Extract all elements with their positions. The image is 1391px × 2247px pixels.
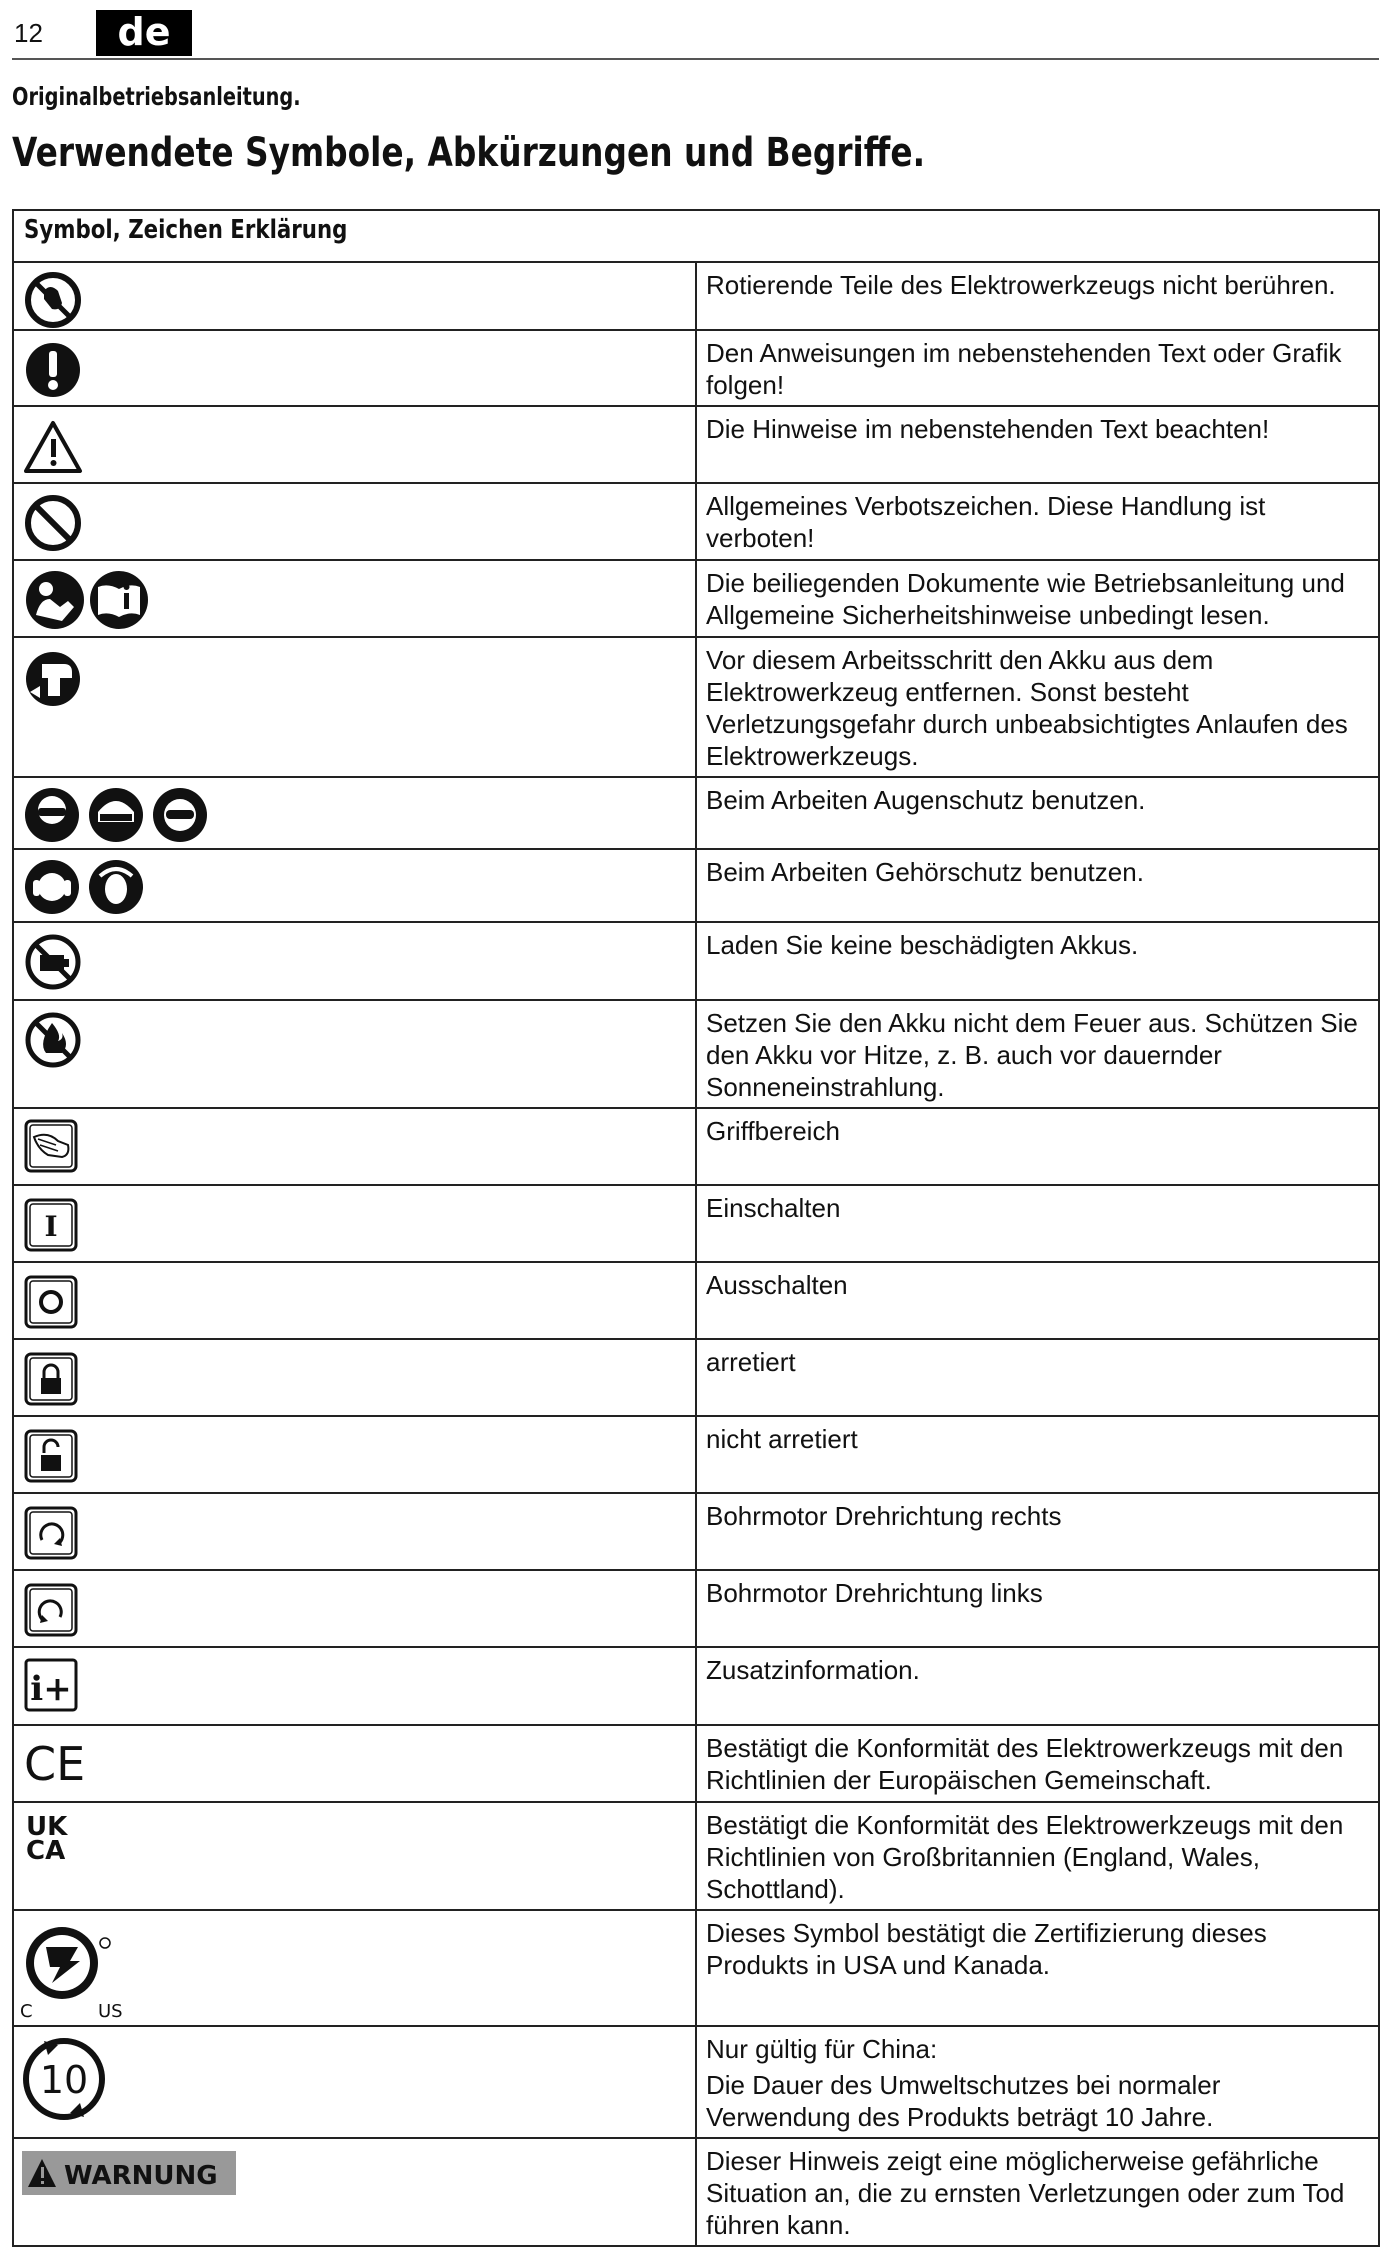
ear-protection-icon: [22, 856, 152, 918]
language-badge: de: [96, 10, 192, 56]
row-text: Bohrmotor Drehrichtung rechts: [696, 1493, 1379, 1570]
table-row: [13, 1493, 1379, 1570]
row-text: Dieser Hinweis zeigt eine möglicherweise gefährliche Situation an, die zu ernsten Verletzungen oder zum Tod führen kann.: [696, 2138, 1379, 2246]
row-text: arretiert: [696, 1339, 1379, 1416]
section-title: Verwendete Symbole, Abkürzungen und Begriffe.: [12, 130, 926, 176]
read-manual-icon: [22, 567, 152, 633]
row-text: Griffbereich: [696, 1108, 1379, 1185]
csa-mark-icon: [16, 1913, 136, 2025]
table-row: [13, 1802, 1379, 1910]
ce-mark-icon: [22, 1734, 102, 1800]
svg-text:I: I: [44, 1210, 58, 1243]
svg-text:C: C: [20, 2001, 33, 2022]
unlocked-icon: [22, 1427, 88, 1493]
row-text: Rotierende Teile des Elektrowerkzeugs nicht berühren.: [696, 262, 1379, 330]
row-text: Setzen Sie den Akku nicht dem Feuer aus. Schützen Sie den Akku vor Hitze, z. B. auch vor dauernder Sonneneinstrahlung.: [696, 1000, 1379, 1108]
row-text: Laden Sie keine beschädigten Akkus.: [696, 922, 1379, 1000]
table-row: [13, 849, 1379, 922]
prohibition-icon: [22, 492, 88, 558]
table-row: [13, 2026, 1379, 2138]
table-row: [13, 330, 1379, 406]
warning-label-icon: [22, 2151, 238, 2201]
page-header: [12, 10, 1379, 60]
table-row: [13, 560, 1379, 637]
mandatory-exclamation-icon: [22, 339, 88, 405]
row-text: Beim Arbeiten Augenschutz benutzen.: [696, 777, 1379, 849]
rotation-right-icon: [22, 1504, 88, 1570]
grip-area-icon: [22, 1117, 88, 1183]
table-row: [13, 637, 1379, 777]
svg-text:10: 10: [39, 2058, 89, 2102]
table-row: [13, 1339, 1379, 1416]
table-row: [13, 1416, 1379, 1493]
no-damaged-battery-icon: [22, 931, 88, 997]
table-row: [13, 2138, 1379, 2246]
document-title: Originalbetriebsanleitung.: [12, 82, 301, 111]
table-row: [13, 406, 1379, 483]
table-row: [13, 1725, 1379, 1802]
table-row: [13, 1185, 1379, 1262]
row-text: Beim Arbeiten Gehörschutz benutzen.: [696, 849, 1379, 922]
table-row: [13, 777, 1379, 849]
row-text: Die Hinweise im nebenstehenden Text beachten!: [696, 406, 1379, 483]
row-text: Bestätigt die Konformität des Elektrowerkzeugs mit den Richtlinien von Großbritannien (England, Wales, Schottland).: [696, 1802, 1379, 1910]
svg-text:UK: UK: [26, 1812, 68, 1842]
svg-text:i+: i+: [30, 1669, 72, 1709]
row-text: Vor diesem Arbeitsschritt den Akku aus dem Elektrowerkzeug entfernen. Sonst besteht Verletzungsgefahr durch unbeabsichtigtes Anlaufen des Elektrowerkzeugs.: [696, 637, 1379, 777]
table-row: [13, 262, 1379, 330]
table-row: [13, 1262, 1379, 1339]
row-text: Den Anweisungen im nebenstehenden Text oder Grafik folgen!: [696, 330, 1379, 406]
svg-text:US: US: [98, 2001, 123, 2022]
table-row: [13, 922, 1379, 1000]
switch-on-icon: [22, 1196, 88, 1262]
row-text: Dieses Symbol bestätigt die Zertifizierung dieses Produkts in USA und Kanada.: [696, 1910, 1379, 2026]
row-text: Bestätigt die Konformität des Elektrowerkzeugs mit den Richtlinien der Europäischen Gemeinschaft.: [696, 1725, 1379, 1802]
page-number: 12: [14, 18, 43, 48]
table-row: [13, 1647, 1379, 1725]
row-text: Ausschalten: [696, 1262, 1379, 1339]
row-text: nicht arretiert: [696, 1416, 1379, 1493]
row-text: Allgemeines Verbotszeichen. Diese Handlung ist verboten!: [696, 483, 1379, 560]
svg-text:WARNUNG: WARNUNG: [64, 2161, 218, 2191]
table-header: Symbol, Zeichen Erklärung: [13, 210, 1379, 262]
table-row: [13, 1108, 1379, 1185]
row-text: Einschalten: [696, 1185, 1379, 1262]
svg-text:CE: CE: [24, 1737, 86, 1791]
warning-triangle-icon: [22, 417, 88, 483]
table-header-row: [13, 210, 1379, 262]
row-text: Zusatzinformation.: [696, 1647, 1379, 1725]
ukca-mark-icon: [22, 1807, 88, 1873]
rotation-left-icon: [22, 1581, 88, 1647]
row-text: Die beiliegenden Dokumente wie Betriebsanleitung und Allgemeine Sicherheitshinweise unbedingt lesen.: [696, 560, 1379, 637]
remove-battery-icon: [22, 648, 88, 714]
switch-off-icon: [22, 1273, 88, 1339]
symbol-table: [12, 209, 1380, 2247]
row-text: Bohrmotor Drehrichtung links: [696, 1570, 1379, 1647]
china-10-years-icon: [18, 2031, 114, 2127]
no-fire-battery-icon: [22, 1009, 88, 1075]
table-row: [13, 1570, 1379, 1647]
table-row: [13, 1910, 1379, 2026]
eye-protection-icon: [22, 784, 212, 846]
svg-text:CA: CA: [26, 1836, 66, 1866]
no-touch-rotating-icon: [22, 269, 88, 335]
info-icon: [22, 1656, 88, 1722]
row-text: Nur gültig für China: Die Dauer des Umweltschutzes bei normaler Verwendung des Produkts beträgt 10 Jahre.: [696, 2026, 1379, 2138]
table-row: [13, 1000, 1379, 1108]
locked-icon: [22, 1350, 88, 1416]
table-row: [13, 483, 1379, 560]
